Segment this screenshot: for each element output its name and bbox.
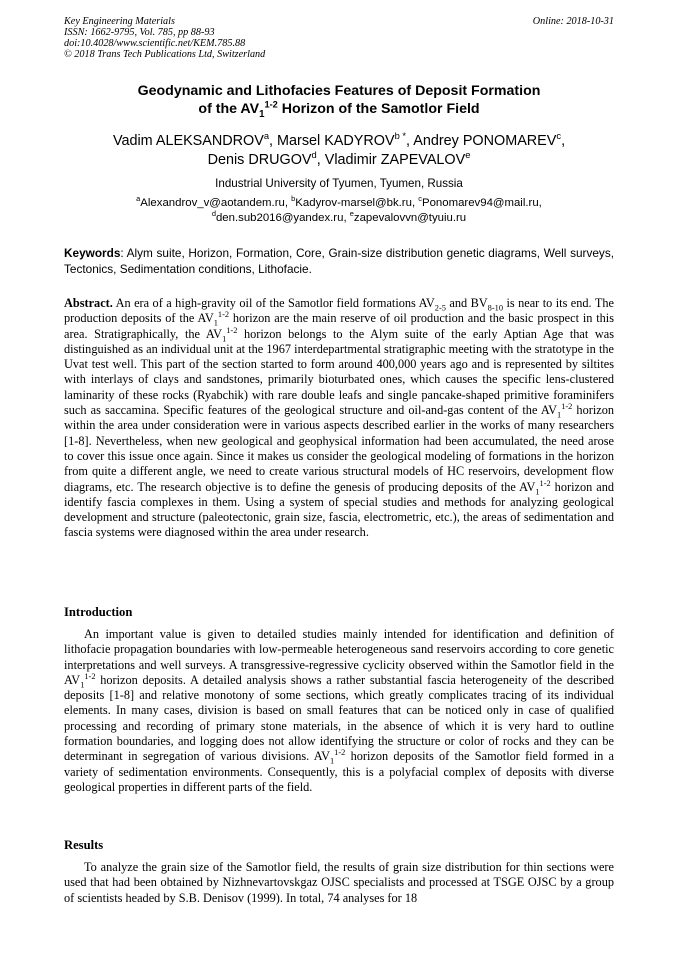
email-link[interactable]: Kadyrov-marsel@bk.ru — [295, 197, 412, 209]
online-date: Online: 2018-10-31 — [532, 16, 614, 27]
author-mark: e — [465, 150, 471, 161]
keywords-text: : Alym suite, Horizon, Formation, Core, Grain-size distribution genetic diagrams, Well surveys, Tectonics, Sedimentation conditions, Lithofacie. — [64, 246, 614, 276]
email-link[interactable]: zapevalovvn@tyuiu.ru — [353, 211, 467, 224]
journal-name: Key Engineering Materials — [64, 16, 175, 27]
title-line-1: Geodynamic and Lithofacies Features of Deposit Formation — [137, 83, 541, 99]
doi-line[interactable]: doi:10.4028/www.scientific.net/KEM.785.88 — [64, 38, 246, 49]
email-list — [40, 196, 638, 225]
results-heading: Results — [64, 838, 104, 852]
results-paragraph: To analyze the grain size of the Samotlor field, the results of grain size distribution for thin sections were used that had been obtained by Nizhnevartovskgaz OJSC specialists and processed at TSGE OJSC by a group of scientists headed by S.B. Denisov (1999). In total, 74 analyses for 18 — [64, 860, 614, 905]
authors-line-2: Denis DRUGOV$^d$, Vladimir ZAPEVALOV$^e$ — [207, 150, 471, 168]
paper-title — [60, 82, 618, 118]
copyright-line: © 2018 Trans Tech Publications Ltd, Switzerland — [64, 49, 266, 60]
affiliation: Industrial University of Tyumen, Tyumen, Russia — [215, 177, 463, 190]
author-mark: a — [263, 131, 270, 142]
author-list — [40, 132, 638, 170]
introduction-heading: Introduction — [64, 605, 133, 619]
introduction-paragraph: An important value is given to detailed studies mainly intended for identification and definition of lithofacie propagation boundaries with low-permeable heterogeneous sand reservoirs according to core genetic interpretations and well surveys. A transgressive-regressive cyclicity observed within the Samotlor field in the $AV_1^{1-2}$ horizon deposits. A detailed analysis shows a rather substantial fascia heterogeneity of the described deposits [1-8] and relative monotony of some sections, which greatly complicates tracing of its individual elements. In many cases, division is based on small features that can be noticed only in case of qualified processing and recording of primary stone materials, in the absence of which it is very hard to outline formation boundaries, and logging does not allow identifying the structure or color of rocks and they can be determinant in segregation of various divisions. $AV_1^{1-2}$ horizon deposits of the Samotlor field formed in a variety of sedimentation environments. Consequently, this is a polyfacial complex of deposits with diverse geological properties in different parts of the field. — [64, 627, 614, 794]
author-name: Vadim ALEKSANDROV — [112, 133, 264, 149]
journal-header — [64, 16, 265, 60]
title-line-2: of the $AV_1^{1-2}$ Horizon of the Samotlor Field — [198, 99, 480, 120]
author-name: Andrey PONOMAREV — [413, 133, 557, 149]
author-mark: d — [311, 150, 317, 161]
author-name: Denis DRUGOV — [207, 152, 312, 168]
keywords-label: Keywords — [64, 246, 121, 260]
email-link[interactable]: Ponomarev94@mail.ru — [422, 197, 539, 209]
email-link[interactable]: Alexandrov_v@aotandem.ru — [140, 197, 285, 209]
author-name: Vladimir ZAPEVALOV — [324, 152, 466, 168]
issn-line: ISSN: 1662-9795, Vol. 785, pp 88-93 — [64, 27, 215, 38]
authors-line-1: Vadim ALEKSANDROV$^a$, Marsel $KADYROV^{b *}$, Andrey PONOMAREV$^c$, — [112, 131, 566, 149]
author-name: Marsel KADYROV — [277, 133, 395, 149]
email-link[interactable]: den.sub2016@yandex.ru — [215, 211, 344, 224]
keywords — [64, 246, 614, 277]
emails-line-2: $^d$den.sub2016@yandex.ru, $^e$zapevalovvn@tyuiu.ru — [211, 208, 467, 224]
emails-line-1: $^a$Alexandrov_v@aotandem.ru, $^b$Kadyrov-marsel@bk.ru, $^c$Ponomarev94@mail.ru, — [136, 194, 542, 209]
author-mark: b * — [394, 131, 407, 142]
abstract: Abstract. An era of a high-gravity oil of the Samotlor field formations $AV_{2-5}$ and $BV_{8-10}$ is near to its end. The production deposits of the $AV_1^{1-2}$ horizon are the main reserve of oil production and the basic prospect in this area. Stratigraphically, the $AV_1^{1-2}$ horizon belongs to the Alym suite of the early Aptian Age that was distinguished as an individual unit at the 1967 interdepartmental stratigraphic meeting with the stratotype in the Uvat test well. This part of the section started to form around 400,000 years ago and is represented by siltites with interlays of clays and sandstones, primarily bioturbated ones, which causes the specific lens-clustered laminarity of these rocks (Ryabchik) with rare double leafs and single pancake-shaped primitive foraminifers such as saccamina. Specific features of the geological structure and oil-and-gas content of the $AV_1^{1-2}$ horizon within the area under consideration were in various aspects described earlier in the works of many researchers [1-8]. Nevertheless, when new geological and geophysical information had been accumulated, the need arose to cover this issue once again. Since it makes us consider the geological modeling of formations in the horizon from quite a different angle, we need to create various structural models of HC reservoirs, development flow diagrams, etc. The research objective is to define the genesis of producing deposits of the $AV_1^{1-2}$ horizon and identify fascia complexes in them. Using a system of special studies and methods for analyzing geological development and structure (paleotectonic, grain size, fascia, electrometric, etc.), the areas of sedimentation and fascia systems were diagnosed within the area under research. — [64, 296, 615, 540]
abstract-label: Abstract. — [64, 296, 113, 310]
author-mark: c — [556, 131, 562, 142]
